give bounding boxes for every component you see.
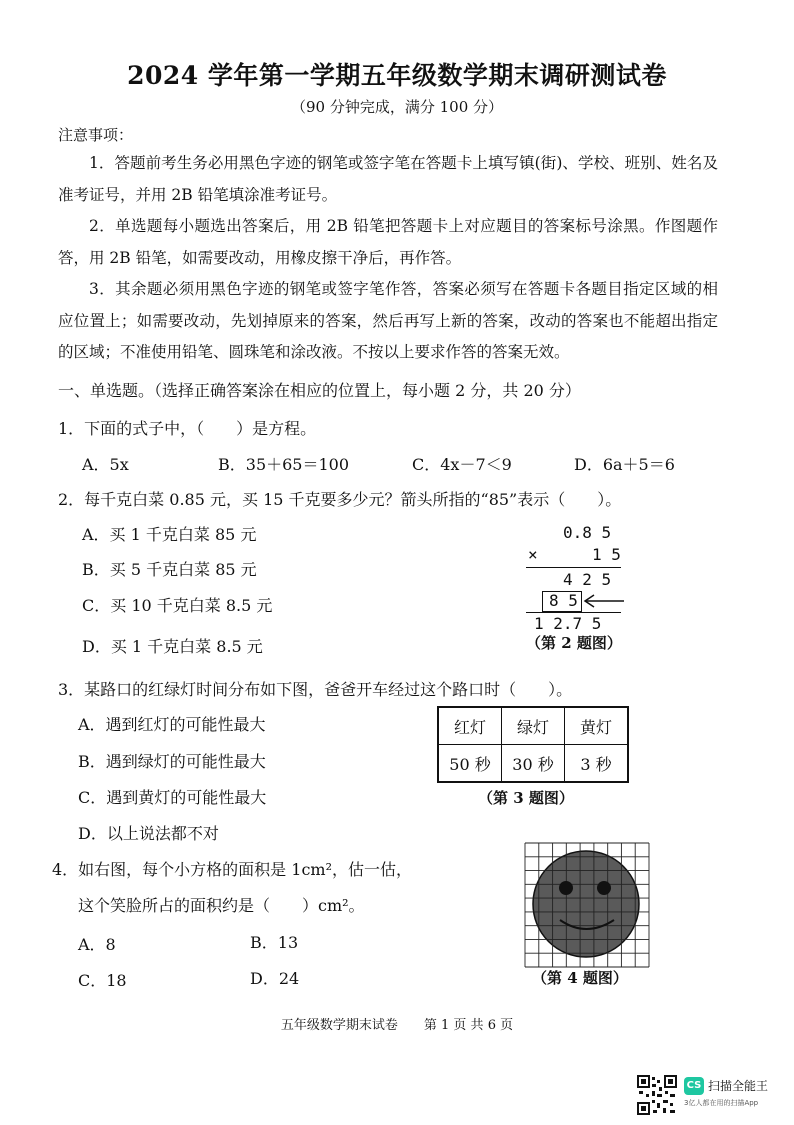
smiley-grid-figure (524, 842, 650, 968)
calc-row-multiplicand: 0.8 5 (563, 523, 612, 542)
table-cell-red-header: 红灯 (438, 707, 502, 745)
note-item-2: 2．单选题每小题选出答案后，用 2B 铅笔把答题卡上对应题目的答案标号涂黑。作图题作答，用 2B 铅笔，如需要改动，用橡皮擦干净后，再作答。 (58, 217, 718, 267)
calc-row-partial-2: 8 5 (549, 591, 578, 610)
table-cell-red-value: 50 秒 (438, 745, 502, 783)
smiley-right-eye (597, 881, 611, 895)
q3-option-a: A．遇到红灯的可能性最大 (78, 715, 266, 734)
table-cell-yellow-header: 黄灯 (565, 707, 629, 745)
arrow-left-icon (582, 593, 626, 609)
q4-figure-caption: （第 4 题图） (532, 969, 628, 987)
exam-title: 2024 学年第一学期五年级数学期末调研测试卷 (127, 61, 667, 90)
q4-option-a: A．8 (78, 935, 116, 954)
q2-option-c: C．买 10 千克白菜 8.5 元 (82, 596, 273, 615)
calc-row-product: 1 2.7 5 (534, 614, 602, 633)
q1-option-a: A．5x (82, 455, 129, 474)
scanner-watermark (637, 1075, 769, 1119)
qr-code-icon (637, 1075, 677, 1115)
q4-stem-line-2: 这个笑脸所占的面积约是（ ）cm²。 (78, 896, 365, 915)
page-footer: 五年级数学期末试卷 第 1 页 共 6 页 (280, 1018, 514, 1033)
q2-option-d: D．买 1 千克白菜 8.5 元 (82, 637, 263, 656)
q4-option-c: C．18 (78, 971, 127, 990)
q2-stem: 2．每千克白菜 0.85 元，买 15 千克要多少元？箭头所指的“85”表示（ ）。 (58, 490, 622, 509)
table-header-row (438, 707, 628, 745)
camscanner-logo-icon: CS (684, 1077, 704, 1095)
calc-row-partial-1: 4 2 5 (563, 570, 612, 589)
q4-option-b: B．13 (250, 933, 299, 952)
q2-figure-caption: （第 2 题图） (526, 634, 622, 652)
q1-option-d: D．6a＋5＝6 (574, 455, 675, 474)
calc-operator: × (528, 545, 538, 564)
notes-heading: 注意事项： (58, 126, 134, 144)
q4-stem-line-1: 4．如右图，每个小方格的面积是 1cm²，估一估， (52, 860, 412, 879)
traffic-light-table (437, 706, 629, 783)
q3-figure-caption: （第 3 题图） (478, 789, 574, 807)
q2-option-b: B．买 5 千克白菜 85 元 (82, 560, 257, 579)
q4-option-d: D．24 (250, 969, 300, 988)
q3-option-c: C．遇到黄灯的可能性最大 (78, 788, 267, 807)
smiley-left-eye (559, 881, 573, 895)
notes-block (58, 148, 718, 369)
q3-option-d: D．以上说法都不对 (78, 824, 219, 843)
table-value-row (438, 745, 628, 783)
table-cell-yellow-value: 3 秒 (565, 745, 629, 783)
q2-option-a: A．买 1 千克白菜 85 元 (82, 525, 257, 544)
table-cell-green-header: 绿灯 (502, 707, 565, 745)
calc-row-multiplier: 1 5 (592, 545, 621, 564)
q1-option-b: B．35＋65＝100 (218, 455, 350, 474)
scanner-app-name: 扫描全能王 (708, 1079, 769, 1093)
q3-stem: 3．某路口的红绿灯时间分布如下图，爸爸开车经过这个路口时（ ）。 (58, 680, 573, 699)
q1-option-c: C．4x－7＜9 (412, 455, 512, 474)
scanner-tagline: 3亿人都在用的扫描App (684, 1099, 759, 1107)
calc-line-2 (526, 612, 621, 613)
smiley-face-icon (533, 851, 639, 957)
section-title: 一、单选题。（选择正确答案涂在相应的位置上，每小题 2 分，共 20 分） (58, 381, 581, 400)
q3-option-b: B．遇到绿灯的可能性最大 (78, 752, 266, 771)
q1-stem: 1．下面的式子中，（ ）是方程。 (58, 419, 317, 438)
exam-subtitle: （90 分钟完成，满分 100 分） (290, 98, 504, 116)
note-item-3: 3．其余题必须用黑色字迹的钢笔或签字笔作答，答案必须写在答题卡各题目指定区域的相应位置上；如需要改动，先划掉原来的答案，然后再写上新的答案，改动的答案也不能超出指定的区域；不准使用铅笔、圆珠笔和涂改液。不按以上要求作答的答案无效。 (58, 280, 718, 361)
table-cell-green-value: 30 秒 (502, 745, 565, 783)
note-item-1: 1．答题前考生务必用黑色字迹的钢笔或签字笔在答题卡上填写镇(街)、学校、班别、姓名及准考证号，并用 2B 铅笔填涂准考证号。 (58, 154, 718, 204)
calc-line-1 (526, 567, 621, 568)
